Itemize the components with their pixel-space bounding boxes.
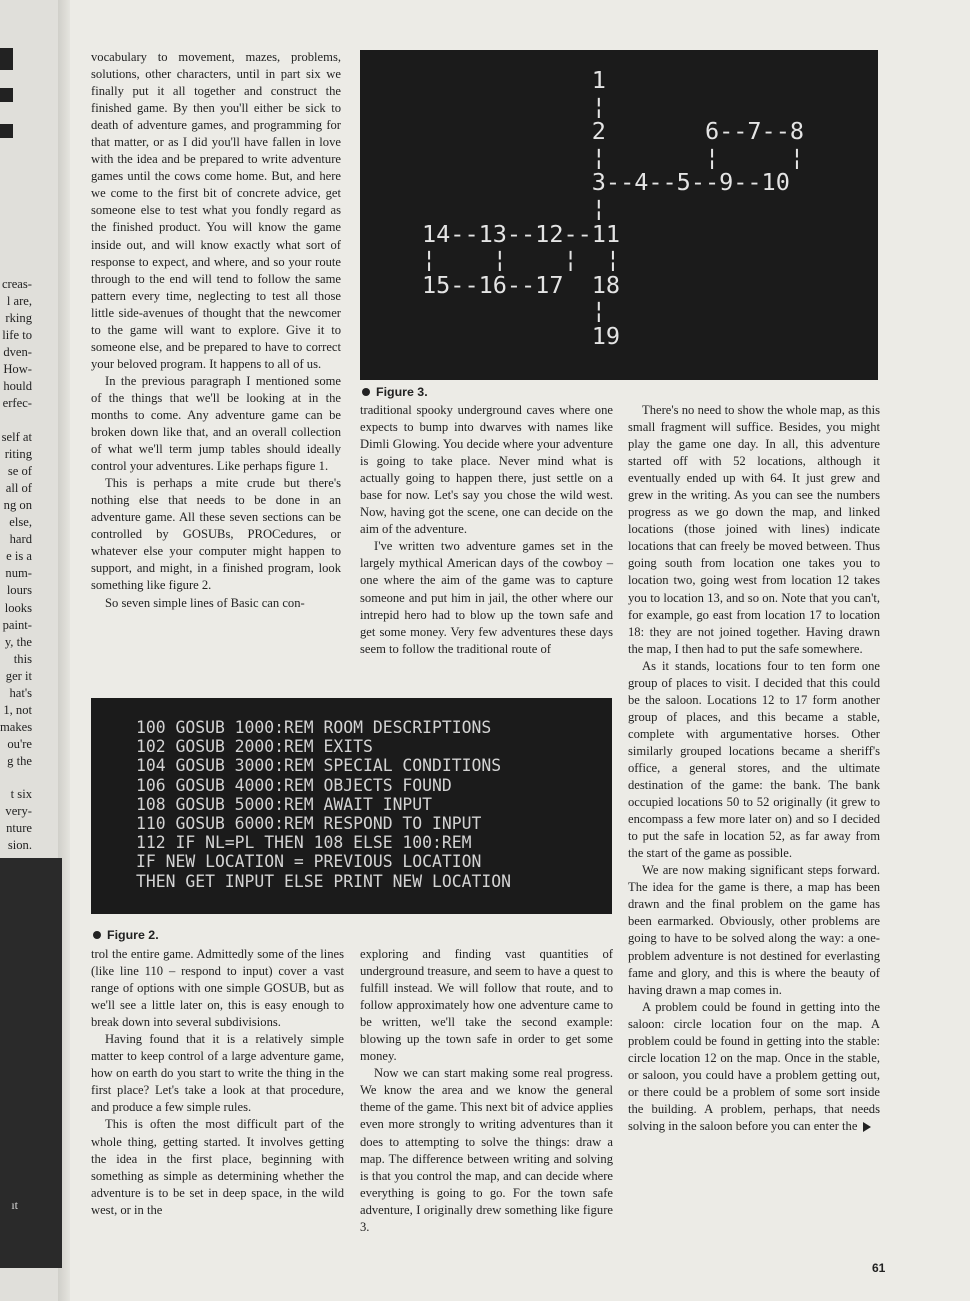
page-number [872,1261,885,1275]
gutter-fragment: g the [7,753,32,768]
gutter-fragment: dven- [3,345,32,360]
paragraph: Having found that it is a relatively simple matter to keep control of a large adventure game, how on earth do you start to write the thing in the first place? Let's take a look at that procedure, and produce a few simple rules. [91,1032,344,1115]
paragraph: trol the entire game. Admittedly some of the lines (like line 110 – respond to input) cover a vast range of options with one simple GOSUB, but as we'll see a little later on, this is easy enough to break down into several subdivisions. [91,947,344,1030]
column-2-lower [360,946,613,1236]
gutter-fragment: makes [0,719,33,734]
bleed-mark [0,88,13,102]
paragraph: I've written two adventure games set in the largely mythical American days of the cowboy – one where the aim of the game was to capture someone and put him in jail, the other where our intrepid hero had to blow up the town safe and get some money. Very few adventures these days seem to follow the traditional route of [360,539,613,656]
gutter-fragment: ou're [7,736,32,751]
paragraph: As it stands, locations four to ten form one group of places to visit. I decided that this could be the saloon. Locations 12 to 17 form another group of places, and this became a stable, complete with argumentative horses. Other similarly grouped locations became a sheriff's office, a general stores, and the ultimate destination of the game: the bank. The bank occupied locations 50 to 52 originally (it grew to encompass a few more later on) and so I decided to put the safe in location 52, as far away from the start of the game as possible. [628,658,880,861]
code-line: IF NEW LOCATION = PREVIOUS LOCATION [136,852,482,872]
gutter-fragment: life to [2,328,32,343]
gutter-fragment: hat's [9,685,32,700]
gutter-fragment: hould [3,379,32,394]
gutter-fragment: lours [6,583,32,598]
code-line: 2 6--7--8 [422,117,805,146]
gutter-fragment: se of [7,464,32,479]
code-line: 102 GOSUB 2000:REM EXITS [136,737,373,757]
dark-band-text: ıt [11,1198,18,1212]
code-line: 1 [422,66,606,94]
column-3 [628,402,880,1135]
code-line: 3--4--5--9--10 [422,168,790,197]
bleed-mark [0,124,13,138]
code-line: ¦ ¦ ¦ ¦ [422,245,621,274]
code-line: 110 GOSUB 6000:REM RESPOND TO INPUT [136,814,482,834]
code-line: 106 GOSUB 4000:REM OBJECTS FOUND [136,775,452,795]
bullet-icon [93,931,101,939]
figure-3-caption [362,385,428,399]
code-line: ¦ [422,91,606,120]
code-line: 100 GOSUB 1000:REM ROOM DESCRIPTIONS [136,718,492,737]
gutter-fragment: 1, not [3,702,32,717]
code-line: ¦ [422,193,606,222]
bullet-icon [362,388,370,396]
page-number-text: 61 [872,1261,886,1275]
gutter-fragment: nture [6,821,32,836]
code-line: 104 GOSUB 3000:REM SPECIAL CONDITIONS [136,756,502,776]
map-diagram [422,68,804,350]
paragraph: vocabulary to movement, mazes, problems, solutions, other characters, until in part six we finally put it all together and construct the finished game. By then you'll either be sick to death of adventure games, and programming for that matter, or as I did you'll have fallen in love with the idea and be prepared to write adventure games until the cows come home. But, and here we come to the first bit of concrete advice, get someone else to test what you fondly regard as the finished product. You will know the game inside out, and will know exactly what sort of response to expect, and where, and so your route through to the end will tend to follow the same pattern every time, neglecting to test all those little side-avenues of thought that the newcomer to the game will want to explore. Give it to someone else, and be prepared to have to correct your beloved program. It happens to all of us. [91,50,341,371]
paragraph: A problem could be found in getting into the saloon: circle location four on the map. A problem could be found in getting into the stable: circle location 12 on the map. Once in the stable, or saloon, you could have a problem getting out, or there could be a problem of some sort inside the building. A problem, perhaps, that needs solving in the saloon before you can enter the [628,999,880,1133]
gutter-fragment: sion. [7,838,32,853]
dark-band [0,858,62,1268]
paragraph: So seven simple lines of Basic can con- [105,595,305,610]
figure-3-caption-text: Figure 3. [376,385,428,399]
gutter-fragment: self at [1,430,32,444]
paragraph: This is perhaps a mite crude but there's nothing else that needs to be done in an adventure game. All these seven sections can be controlled by GOSUBs, PROCedures, or whatever else your computer might happen to support, and might, in a finished program, look something like figure 2. [91,476,341,593]
paragraph: There's no need to show the whole map, as this small fragment will suffice. Besides, you might play the game one day. In all, this adventure started off with 52 locations, although it eventually ended up with 64. It just grew and grew in the writing. As you can see the numbers progress as we go down the map, and linked locations (those joined with lines) indicate locations that can freely be moved between. Thus going south from location one takes you to location two, going west from location 12 takes you to location 13, and so on. Note that you can't, for example, go east from location 17 to location 18: they are not joined together. Having drawn the map, I then had to put the safe somewhere. [628,403,880,656]
code-line: 15--16--17 18 [422,270,621,299]
gutter-fragment: erfec- [2,396,32,411]
code-line: THEN GET INPUT ELSE PRINT NEW LOCATION [136,871,511,891]
left-page-gutter [0,0,70,1301]
paragraph: We are now making significant steps forward. The idea for the game is there, a map has been drawn and the final problem on the game has been earmarked. Obviously, other problems are going to have to be solved along the way: a one-problem adventure is not destined for everlasting fame and glory, and this is where the beauty of having drawn a map comes in. [628,863,880,997]
code-line: 19 [422,321,621,350]
bleed-mark [0,48,13,70]
gutter-fragment: num- [5,566,32,581]
paragraph: In the previous paragraph I mentioned some of the things that we'll be looking at in the months to come. Any adventure game can be broken down like that, and an overall collection of what we'll term jump tables should ideally control your adventures. Like perhaps figure 1. [91,373,341,474]
gutter-fragment: hard [9,532,32,547]
figure-3-map [360,50,878,380]
continue-arrow-icon [863,1122,871,1132]
gutter-fragment: very- [5,804,32,819]
gutter-fragment: t six [10,787,32,801]
gutter-fragment: creas- [1,277,32,291]
code-line: ¦ ¦ ¦ [422,142,805,171]
basic-code [136,718,511,891]
paragraph: traditional spooky underground caves where one expects to bump into dwarves with names like Dimli Glowing. You decide where your adventure is going to take place. Never mind what is actually going to happen there, just settle on a base for now. Let's say you chose the wild west. Now, having got the scene, one can decide on the aim of the adventure. [360,403,613,537]
gutter-fragment: else, [9,515,32,530]
gutter-fragment: all of [5,481,32,496]
paragraph: exploring and finding vast quantities of underground treasure, and seem to have a quest to fulfill instead. We will follow that route, and to follow approximately how one adventure came to be written, we'll take the second example: blowing up the town safe in order to get some money. [360,947,613,1064]
gutter-fragment: y, the [4,634,32,649]
gutter-fragment: riting [4,447,32,462]
gutter-fragment: looks [4,600,32,615]
figure-2-listing [91,698,612,914]
code-line: 112 IF NL=PL THEN 108 ELSE 100:REM [136,833,472,853]
gutter-fragment: ng on [3,498,32,513]
gutter-fragment: rking [5,311,32,326]
code-line: 14--13--12--11 [422,219,621,248]
gutter-fragment: paint- [2,617,32,632]
column-2-upper [360,402,613,658]
figure-2-caption [93,928,159,942]
gutter-fragment: l are, [6,294,32,309]
column-1-upper [91,49,341,612]
column-1-lower [91,946,344,1219]
figure-2-caption-text: Figure 2. [107,928,159,942]
code-line: 108 GOSUB 5000:REM AWAIT INPUT [136,794,433,814]
gutter-fragment: ger it [5,668,32,683]
code-line: ¦ [422,296,606,325]
gutter-fragment: e is a [6,549,32,564]
paragraph: Now we can start making some real progress. We know the area and we know the general theme of the game. This next bit of advice applies even more strongly to writing adventures than it does to attempting to solve the things: draw a map. The difference between writing and solving is that you control the map, and can decide where everything is going to go. For the town safe adventure, I originally drew something like figure 3. [360,1066,613,1234]
gutter-fragment: this [13,651,32,666]
gutter-fragment: How- [3,362,32,377]
paragraph: This is often the most difficult part of the whole thing, getting started. It involves getting the idea in the first place, beginning with something as simple as determining whether the adventure is to be set in deep space, in the wild west, or in the [91,1117,344,1217]
